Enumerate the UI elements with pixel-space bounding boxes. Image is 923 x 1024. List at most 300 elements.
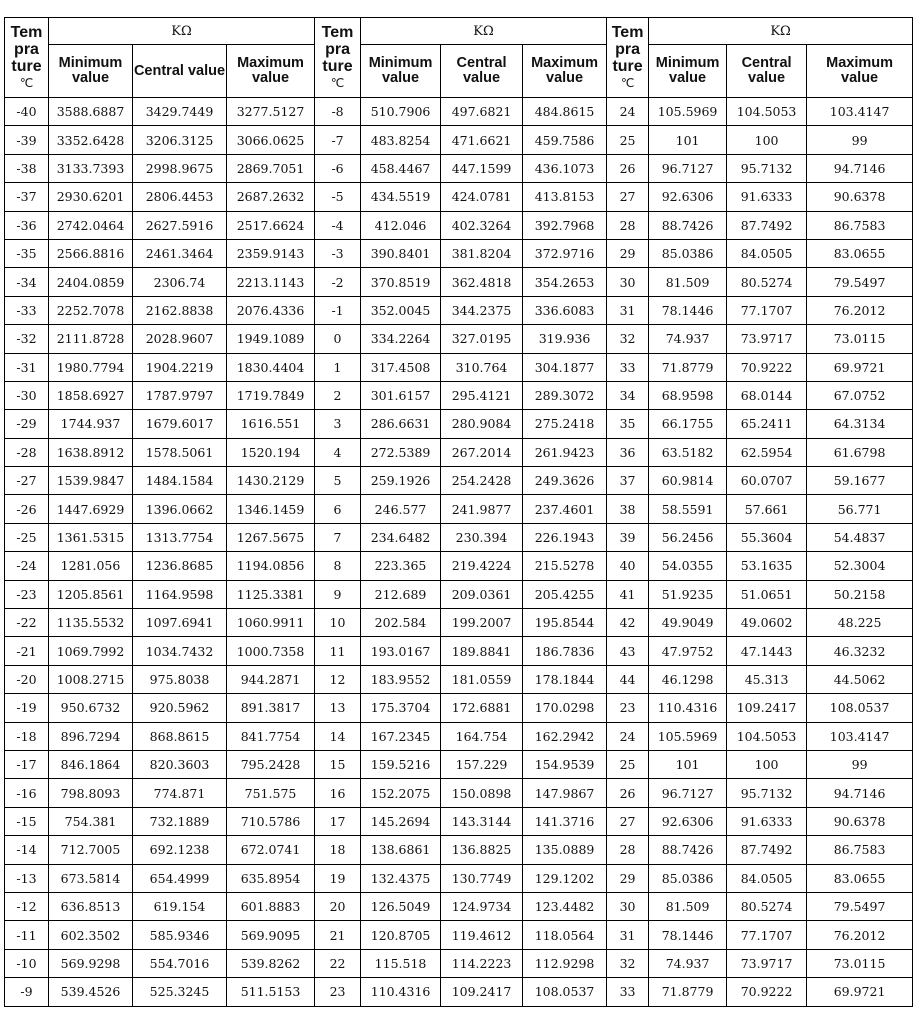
table-row (5, 892, 913, 920)
maximum-value-cell: 2076.4336 (227, 296, 315, 324)
minimum-value-cell: 132.4375 (361, 864, 441, 892)
table-row (5, 949, 913, 977)
maximum-value-cell: 76.2012 (807, 296, 913, 324)
temperature-cell: 38 (607, 495, 649, 523)
maximum-value-cell: 83.0655 (807, 864, 913, 892)
central-value-cell: 104.5053 (727, 98, 807, 126)
temperature-cell: 27 (607, 807, 649, 835)
central-value-cell: 80.5274 (727, 268, 807, 296)
maximum-value-cell: 83.0655 (807, 239, 913, 267)
central-value-cell: 1578.5061 (133, 438, 227, 466)
temperature-cell: 34 (607, 381, 649, 409)
maximum-value-cell: 44.5062 (807, 665, 913, 693)
table-row (5, 154, 913, 182)
central-value-cell: 2162.8838 (133, 296, 227, 324)
maximum-value-cell: 601.8883 (227, 892, 315, 920)
central-value-cell: 45.313 (727, 665, 807, 693)
table-row (5, 694, 913, 722)
central-value-cell: 447.1599 (441, 154, 523, 182)
temperature-cell: -17 (5, 750, 49, 778)
temperature-cell: 33 (607, 978, 649, 1006)
central-value-cell: 95.7132 (727, 154, 807, 182)
maximum-value-cell: 76.2012 (807, 921, 913, 949)
minimum-value-cell: 110.4316 (649, 694, 727, 722)
temperature-cell: -10 (5, 949, 49, 977)
minimum-value-cell: 317.4508 (361, 353, 441, 381)
minimum-value-cell: 3352.6428 (49, 126, 133, 154)
maximum-value-cell: 710.5786 (227, 807, 315, 835)
central-value-cell: 124.9734 (441, 892, 523, 920)
minimum-value-cell: 1638.8912 (49, 438, 133, 466)
minimum-value-cell: 896.7294 (49, 722, 133, 750)
central-value-cell: 157.229 (441, 750, 523, 778)
temperature-cell: -18 (5, 722, 49, 750)
central-value-cell: 77.1707 (727, 296, 807, 324)
central-value-cell: 2028.9607 (133, 325, 227, 353)
maximum-value-cell: 635.8954 (227, 864, 315, 892)
temperature-cell: -11 (5, 921, 49, 949)
maximum-value-cell: 64.3134 (807, 410, 913, 438)
minimum-value-cell: 212.689 (361, 580, 441, 608)
maximum-value-cell: 112.9298 (523, 949, 607, 977)
minimum-value-cell: 234.6482 (361, 523, 441, 551)
maximum-value-cell: 123.4482 (523, 892, 607, 920)
central-value-cell: 57.661 (727, 495, 807, 523)
minimum-value-cell: 68.9598 (649, 381, 727, 409)
maximum-value-cell: 1125.3381 (227, 580, 315, 608)
table-row (5, 268, 913, 296)
maximum-value-cell: 73.0115 (807, 325, 913, 353)
temperature-cell: 18 (315, 836, 361, 864)
maximum-value-header: Maximum value (807, 45, 913, 98)
maximum-value-cell: 2359.9143 (227, 239, 315, 267)
maximum-value-cell: 2517.6624 (227, 211, 315, 239)
table-row (5, 978, 913, 1006)
maximum-value-cell: 69.9721 (807, 978, 913, 1006)
maximum-value-cell: 103.4147 (807, 98, 913, 126)
table-row (5, 665, 913, 693)
central-value-cell: 525.3245 (133, 978, 227, 1006)
temperature-cell: 32 (607, 949, 649, 977)
maximum-value-cell: 86.7583 (807, 211, 913, 239)
temperature-cell: 44 (607, 665, 649, 693)
maximum-value-cell: 129.1202 (523, 864, 607, 892)
maximum-value-cell: 1346.1459 (227, 495, 315, 523)
minimum-value-cell: 78.1446 (649, 296, 727, 324)
temperature-cell: 23 (315, 978, 361, 1006)
temperature-cell: -26 (5, 495, 49, 523)
resistance-table (4, 17, 913, 1007)
minimum-value-cell: 286.6631 (361, 410, 441, 438)
central-value-cell: 1904.2219 (133, 353, 227, 381)
central-value-header: Central value (441, 45, 523, 98)
central-value-cell: 219.4224 (441, 552, 523, 580)
central-value-cell: 2806.4453 (133, 183, 227, 211)
maximum-value-cell: 1194.0856 (227, 552, 315, 580)
temperature-cell: 31 (607, 921, 649, 949)
temperature-cell: -37 (5, 183, 49, 211)
minimum-value-cell: 846.1864 (49, 750, 133, 778)
central-value-cell: 402.3264 (441, 211, 523, 239)
maximum-value-cell: 186.7836 (523, 637, 607, 665)
temperature-cell: 1 (315, 353, 361, 381)
maximum-value-cell: 67.0752 (807, 381, 913, 409)
maximum-value-cell: 195.8544 (523, 609, 607, 637)
minimum-value-cell: 3588.6887 (49, 98, 133, 126)
minimum-value-cell: 1361.5315 (49, 523, 133, 551)
central-value-cell: 209.0361 (441, 580, 523, 608)
temperature-cell: -2 (315, 268, 361, 296)
maximum-value-cell: 672.0741 (227, 836, 315, 864)
central-value-cell: 47.1443 (727, 637, 807, 665)
minimum-value-cell: 85.0386 (649, 864, 727, 892)
maximum-value-cell: 1520.194 (227, 438, 315, 466)
temperature-cell: -28 (5, 438, 49, 466)
central-value-cell: 2461.3464 (133, 239, 227, 267)
central-value-cell: 1034.7432 (133, 637, 227, 665)
maximum-value-cell: 261.9423 (523, 438, 607, 466)
central-value-cell: 60.0707 (727, 467, 807, 495)
central-value-cell: 1164.9598 (133, 580, 227, 608)
central-value-cell: 104.5053 (727, 722, 807, 750)
central-value-cell: 732.1889 (133, 807, 227, 835)
central-value-cell: 109.2417 (441, 978, 523, 1006)
central-value-cell: 73.9717 (727, 949, 807, 977)
minimum-value-cell: 352.0045 (361, 296, 441, 324)
table-row (5, 779, 913, 807)
temperature-cell: 23 (607, 694, 649, 722)
maximum-value-cell: 289.3072 (523, 381, 607, 409)
temperature-cell: 6 (315, 495, 361, 523)
table-row (5, 921, 913, 949)
temperature-label: Tem pra ture (321, 23, 354, 75)
central-value-cell: 84.0505 (727, 864, 807, 892)
maximum-value-cell: 944.2871 (227, 665, 315, 693)
temperature-cell: 37 (607, 467, 649, 495)
maximum-value-cell: 118.0564 (523, 921, 607, 949)
minimum-value-cell: 85.0386 (649, 239, 727, 267)
minimum-value-cell: 101 (649, 126, 727, 154)
maximum-value-cell: 162.2942 (523, 722, 607, 750)
minimum-value-cell: 223.365 (361, 552, 441, 580)
central-value-cell: 109.2417 (727, 694, 807, 722)
temperature-unit: ℃ (620, 75, 635, 90)
maximum-value-cell: 108.0537 (523, 978, 607, 1006)
temperature-cell: 21 (315, 921, 361, 949)
temperature-cell: -30 (5, 381, 49, 409)
central-value-cell: 362.4818 (441, 268, 523, 296)
temperature-cell: 22 (315, 949, 361, 977)
temperature-cell: -13 (5, 864, 49, 892)
central-value-cell: 80.5274 (727, 892, 807, 920)
temperature-cell: -3 (315, 239, 361, 267)
temperature-cell: -22 (5, 609, 49, 637)
central-value-cell: 2998.9675 (133, 154, 227, 182)
temperature-cell: -36 (5, 211, 49, 239)
temperature-cell: 9 (315, 580, 361, 608)
minimum-value-cell: 71.8779 (649, 978, 727, 1006)
central-value-cell: 91.6333 (727, 807, 807, 835)
temperature-label: Tem pra ture (10, 23, 43, 75)
minimum-value-cell: 636.8513 (49, 892, 133, 920)
table-row (5, 750, 913, 778)
central-value-cell: 100 (727, 750, 807, 778)
table-header (5, 18, 913, 98)
minimum-value-cell: 193.0167 (361, 637, 441, 665)
maximum-value-cell: 178.1844 (523, 665, 607, 693)
central-value-cell: 114.2223 (441, 949, 523, 977)
maximum-value-cell: 56.771 (807, 495, 913, 523)
central-value-cell: 172.6881 (441, 694, 523, 722)
maximum-value-cell: 1430.2129 (227, 467, 315, 495)
temperature-unit: ℃ (330, 75, 345, 90)
minimum-value-header: Minimum value (649, 45, 727, 98)
temperature-cell: 17 (315, 807, 361, 835)
maximum-value-cell: 54.4837 (807, 523, 913, 551)
maximum-value-cell: 569.9095 (227, 921, 315, 949)
maximum-value-cell: 170.0298 (523, 694, 607, 722)
table-row (5, 98, 913, 126)
central-value-cell: 164.754 (441, 722, 523, 750)
minimum-value-cell: 2566.8816 (49, 239, 133, 267)
maximum-value-cell: 46.3232 (807, 637, 913, 665)
temperature-cell: -31 (5, 353, 49, 381)
minimum-value-cell: 1135.5532 (49, 609, 133, 637)
minimum-value-cell: 92.6306 (649, 183, 727, 211)
maximum-value-cell: 3277.5127 (227, 98, 315, 126)
central-value-cell: 100 (727, 126, 807, 154)
maximum-value-cell: 205.4255 (523, 580, 607, 608)
minimum-value-cell: 1069.7992 (49, 637, 133, 665)
minimum-value-cell: 152.2075 (361, 779, 441, 807)
minimum-value-cell: 60.9814 (649, 467, 727, 495)
central-value-cell: 3206.3125 (133, 126, 227, 154)
maximum-value-cell: 891.3817 (227, 694, 315, 722)
central-value-cell: 189.8841 (441, 637, 523, 665)
table-row (5, 353, 913, 381)
minimum-value-cell: 754.381 (49, 807, 133, 835)
table-row (5, 807, 913, 835)
table-row (5, 296, 913, 324)
maximum-value-cell: 795.2428 (227, 750, 315, 778)
minimum-value-cell: 202.584 (361, 609, 441, 637)
minimum-value-cell: 2111.8728 (49, 325, 133, 353)
temperature-cell: 29 (607, 864, 649, 892)
table-row (5, 836, 913, 864)
maximum-value-cell: 511.5153 (227, 978, 315, 1006)
central-value-cell: 91.6333 (727, 183, 807, 211)
central-value-cell: 2306.74 (133, 268, 227, 296)
maximum-value-cell: 79.5497 (807, 892, 913, 920)
temperature-cell: 10 (315, 609, 361, 637)
resistance-unit-header: KΩ (49, 18, 315, 45)
minimum-value-cell: 334.2264 (361, 325, 441, 353)
maximum-value-cell: 372.9716 (523, 239, 607, 267)
temperature-cell: -25 (5, 523, 49, 551)
temperature-cell: -23 (5, 580, 49, 608)
temperature-cell: 13 (315, 694, 361, 722)
central-value-cell: 381.8204 (441, 239, 523, 267)
maximum-value-cell: 436.1073 (523, 154, 607, 182)
minimum-value-cell: 78.1446 (649, 921, 727, 949)
temperature-cell: 31 (607, 296, 649, 324)
minimum-value-cell: 2252.7078 (49, 296, 133, 324)
minimum-value-cell: 1205.8561 (49, 580, 133, 608)
minimum-value-cell: 63.5182 (649, 438, 727, 466)
table-row (5, 410, 913, 438)
minimum-value-cell: 47.9752 (649, 637, 727, 665)
central-value-cell: 119.4612 (441, 921, 523, 949)
central-value-cell: 1484.1584 (133, 467, 227, 495)
temperature-cell: 26 (607, 779, 649, 807)
temperature-cell: 7 (315, 523, 361, 551)
temperature-cell: -29 (5, 410, 49, 438)
temperature-cell: 26 (607, 154, 649, 182)
minimum-value-cell: 950.6732 (49, 694, 133, 722)
maximum-value-cell: 1949.1089 (227, 325, 315, 353)
minimum-value-cell: 569.9298 (49, 949, 133, 977)
temperature-header (315, 18, 361, 98)
central-value-cell: 77.1707 (727, 921, 807, 949)
minimum-value-cell: 259.1926 (361, 467, 441, 495)
maximum-value-cell: 1000.7358 (227, 637, 315, 665)
central-value-header: Central value (727, 45, 807, 98)
central-value-cell: 310.764 (441, 353, 523, 381)
temperature-cell: 30 (607, 892, 649, 920)
temperature-cell: -21 (5, 637, 49, 665)
temperature-cell: 5 (315, 467, 361, 495)
central-value-cell: 136.8825 (441, 836, 523, 864)
minimum-value-cell: 126.5049 (361, 892, 441, 920)
maximum-value-cell: 141.3716 (523, 807, 607, 835)
temperature-cell: 19 (315, 864, 361, 892)
minimum-value-cell: 798.8093 (49, 779, 133, 807)
maximum-value-cell: 336.6083 (523, 296, 607, 324)
minimum-value-cell: 115.518 (361, 949, 441, 977)
maximum-value-cell: 135.0889 (523, 836, 607, 864)
minimum-value-cell: 46.1298 (649, 665, 727, 693)
central-value-cell: 1313.7754 (133, 523, 227, 551)
maximum-value-cell: 304.1877 (523, 353, 607, 381)
minimum-value-cell: 71.8779 (649, 353, 727, 381)
central-value-cell: 1097.6941 (133, 609, 227, 637)
maximum-value-cell: 94.7146 (807, 154, 913, 182)
maximum-value-cell: 52.3004 (807, 552, 913, 580)
maximum-value-cell: 69.9721 (807, 353, 913, 381)
temperature-cell: 24 (607, 722, 649, 750)
minimum-value-cell: 145.2694 (361, 807, 441, 835)
maximum-value-cell: 90.6378 (807, 183, 913, 211)
temperature-header (5, 18, 49, 98)
table-row (5, 722, 913, 750)
central-value-cell: 920.5962 (133, 694, 227, 722)
table-row (5, 211, 913, 239)
temperature-cell: 24 (607, 98, 649, 126)
maximum-value-cell: 392.7968 (523, 211, 607, 239)
temperature-cell: -6 (315, 154, 361, 182)
temperature-cell: -34 (5, 268, 49, 296)
central-value-cell: 554.7016 (133, 949, 227, 977)
temperature-cell: 43 (607, 637, 649, 665)
temperature-cell: 29 (607, 239, 649, 267)
maximum-value-cell: 3066.0625 (227, 126, 315, 154)
central-value-cell: 280.9084 (441, 410, 523, 438)
minimum-value-cell: 58.5591 (649, 495, 727, 523)
minimum-value-cell: 110.4316 (361, 978, 441, 1006)
table-row (5, 609, 913, 637)
minimum-value-cell: 175.3704 (361, 694, 441, 722)
maximum-value-cell: 484.8615 (523, 98, 607, 126)
minimum-value-cell: 183.9552 (361, 665, 441, 693)
maximum-value-cell: 99 (807, 750, 913, 778)
central-value-cell: 181.0559 (441, 665, 523, 693)
central-value-cell: 49.0602 (727, 609, 807, 637)
table-row (5, 239, 913, 267)
minimum-value-cell: 92.6306 (649, 807, 727, 835)
minimum-value-cell: 673.5814 (49, 864, 133, 892)
minimum-value-cell: 272.5389 (361, 438, 441, 466)
minimum-value-cell: 74.937 (649, 949, 727, 977)
temperature-cell: -1 (315, 296, 361, 324)
temperature-cell: 16 (315, 779, 361, 807)
maximum-value-cell: 103.4147 (807, 722, 913, 750)
table-row (5, 495, 913, 523)
table-row (5, 438, 913, 466)
minimum-value-header: Minimum value (49, 45, 133, 98)
temperature-cell: 33 (607, 353, 649, 381)
central-value-cell: 975.8038 (133, 665, 227, 693)
minimum-value-cell: 167.2345 (361, 722, 441, 750)
central-value-cell: 150.0898 (441, 779, 523, 807)
minimum-value-cell: 434.5519 (361, 183, 441, 211)
temperature-cell: 28 (607, 836, 649, 864)
central-value-cell: 327.0195 (441, 325, 523, 353)
minimum-value-cell: 1008.2715 (49, 665, 133, 693)
maximum-value-cell: 237.4601 (523, 495, 607, 523)
maximum-value-cell: 354.2653 (523, 268, 607, 296)
central-value-cell: 241.9877 (441, 495, 523, 523)
maximum-value-cell: 413.8153 (523, 183, 607, 211)
temperature-cell: -20 (5, 665, 49, 693)
minimum-value-cell: 510.7906 (361, 98, 441, 126)
central-value-cell: 254.2428 (441, 467, 523, 495)
maximum-value-cell: 50.2158 (807, 580, 913, 608)
minimum-value-cell: 1744.937 (49, 410, 133, 438)
temperature-cell: 28 (607, 211, 649, 239)
maximum-value-cell: 1267.5675 (227, 523, 315, 551)
minimum-value-cell: 2930.6201 (49, 183, 133, 211)
temperature-cell: 15 (315, 750, 361, 778)
temperature-cell: 32 (607, 325, 649, 353)
table-body (5, 98, 913, 1007)
maximum-value-cell: 226.1943 (523, 523, 607, 551)
maximum-value-cell: 539.8262 (227, 949, 315, 977)
maximum-value-cell: 459.7586 (523, 126, 607, 154)
minimum-value-cell: 56.2456 (649, 523, 727, 551)
maximum-value-cell: 215.5278 (523, 552, 607, 580)
central-value-cell: 295.4121 (441, 381, 523, 409)
central-value-cell: 820.3603 (133, 750, 227, 778)
maximum-value-cell: 2687.2632 (227, 183, 315, 211)
temperature-cell: 25 (607, 750, 649, 778)
temperature-cell: 41 (607, 580, 649, 608)
temperature-cell: -24 (5, 552, 49, 580)
minimum-value-cell: 1447.6929 (49, 495, 133, 523)
temperature-cell: -14 (5, 836, 49, 864)
minimum-value-cell: 74.937 (649, 325, 727, 353)
temperature-cell: 39 (607, 523, 649, 551)
maximum-value-cell: 1060.9911 (227, 609, 315, 637)
